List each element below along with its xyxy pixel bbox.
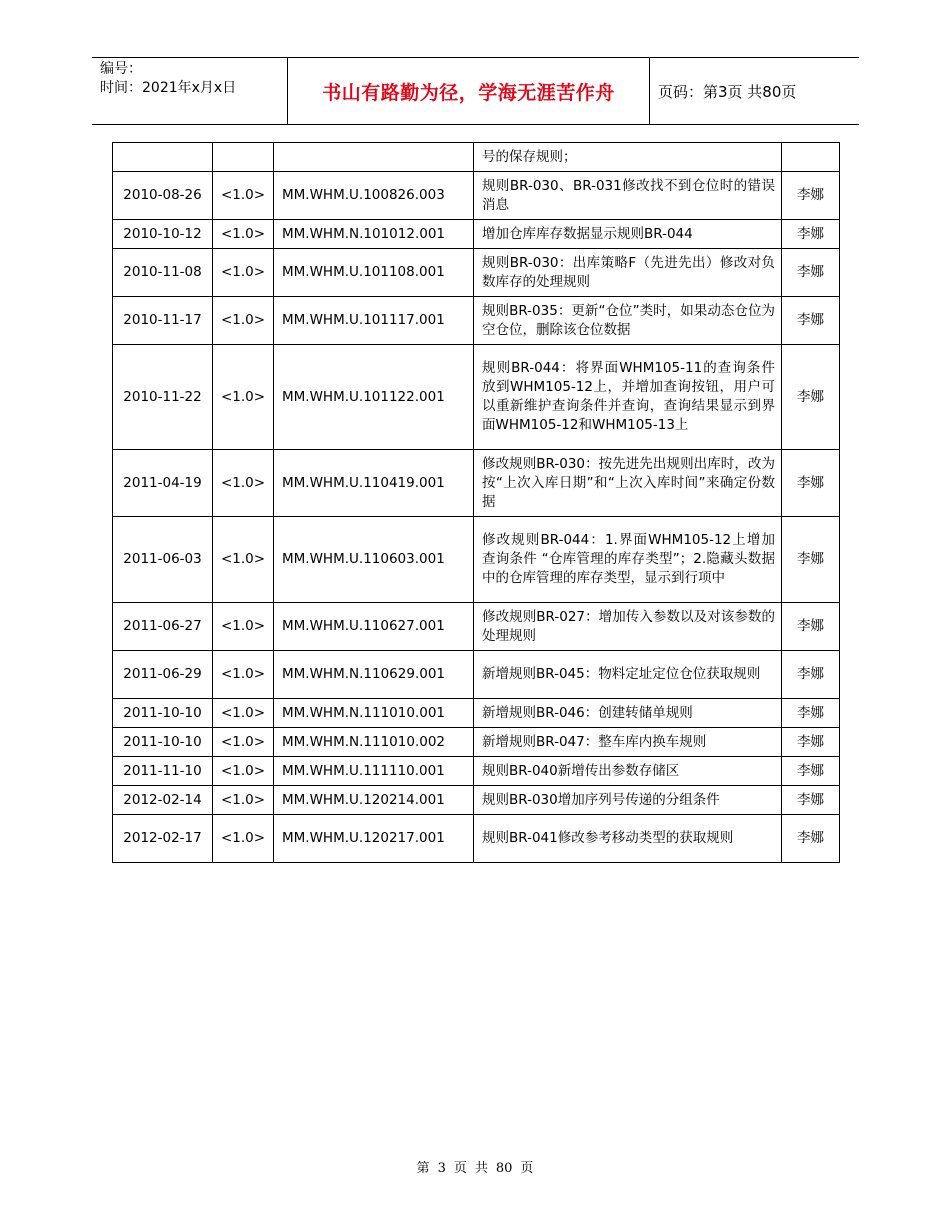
table-row	[113, 450, 840, 517]
footer-page-word: 第	[416, 1161, 430, 1176]
revision-date-cell: 2010-11-17	[113, 297, 213, 345]
revision-description-cell: 号的保存规则；	[474, 143, 782, 172]
revision-description-cell: 规则BR-035：更新“仓位”类时，如果动态仓位为空仓位，删除该仓位数据	[474, 297, 782, 345]
revision-date-cell	[113, 143, 213, 172]
revision-id-cell: MM.WHM.N.111010.001	[274, 699, 474, 728]
table-row	[113, 297, 840, 345]
footer-total-unit: 页	[520, 1161, 534, 1176]
revision-id-cell: MM.WHM.U.101122.001	[274, 345, 474, 450]
revision-version-cell: <1.0>	[213, 651, 274, 699]
revision-id-cell: MM.WHM.N.110629.001	[274, 651, 474, 699]
revision-description-cell: 规则BR-030、BR-031修改找不到仓位时的错误消息	[474, 172, 782, 220]
header-motto: 书山有路勤为径，学海无涯苦作舟	[287, 58, 650, 124]
revision-version-cell: <1.0>	[213, 345, 274, 450]
revision-date-cell: 2011-10-10	[113, 728, 213, 757]
revision-author-cell: 李娜	[782, 699, 840, 728]
revision-date-cell: 2012-02-17	[113, 815, 213, 863]
revision-description-cell: 新增规则BR-045：物料定址定位仓位获取规则	[474, 651, 782, 699]
revision-version-cell: <1.0>	[213, 249, 274, 297]
revision-author-cell: 李娜	[782, 757, 840, 786]
revision-date-cell: 2011-10-10	[113, 699, 213, 728]
table-row	[113, 757, 840, 786]
footer-total-number: 80	[495, 1161, 513, 1176]
revision-id-cell: MM.WHM.U.110627.001	[274, 603, 474, 651]
revision-date-cell: 2010-10-12	[113, 220, 213, 249]
header-page-info: 页码：第3页 共80页	[658, 82, 797, 101]
revision-date-cell: 2010-08-26	[113, 172, 213, 220]
document-time-label: 时间：2021年x月x日	[100, 80, 237, 96]
table-row	[113, 815, 840, 863]
revision-version-cell: <1.0>	[213, 757, 274, 786]
revision-description-cell: 修改规则BR-044：1.界面WHM105-12上增加查询条件 “仓库管理的库存类型”；2.隐藏头数据中的仓库管理的库存类型，显示到行项中	[474, 517, 782, 603]
revision-id-cell: MM.WHM.U.120214.001	[274, 786, 474, 815]
revision-table-body	[113, 143, 840, 863]
revision-id-cell: MM.WHM.U.111110.001	[274, 757, 474, 786]
revision-author-cell: 李娜	[782, 220, 840, 249]
page-footer	[0, 1157, 950, 1176]
revision-version-cell: <1.0>	[213, 517, 274, 603]
revision-version-cell: <1.0>	[213, 815, 274, 863]
revision-date-cell: 2011-04-19	[113, 450, 213, 517]
table-row	[113, 517, 840, 603]
revision-id-cell: MM.WHM.U.101117.001	[274, 297, 474, 345]
revision-date-cell: 2011-06-27	[113, 603, 213, 651]
revision-date-cell: 2011-06-29	[113, 651, 213, 699]
revision-id-cell: MM.WHM.N.101012.001	[274, 220, 474, 249]
revision-id-cell: MM.WHM.N.111010.002	[274, 728, 474, 757]
revision-description-cell: 新增规则BR-047：整车库内换车规则	[474, 728, 782, 757]
revision-description-cell: 规则BR-030增加序列号传递的分组条件	[474, 786, 782, 815]
footer-total-word: 共	[474, 1161, 488, 1176]
revision-description-cell: 新增规则BR-046：创建转储单规则	[474, 699, 782, 728]
revision-author-cell: 李娜	[782, 517, 840, 603]
table-row	[113, 345, 840, 450]
revision-version-cell	[213, 143, 274, 172]
revision-author-cell	[782, 143, 840, 172]
table-row	[113, 603, 840, 651]
revision-id-cell: MM.WHM.U.120217.001	[274, 815, 474, 863]
revision-id-cell: MM.WHM.U.110603.001	[274, 517, 474, 603]
revision-version-cell: <1.0>	[213, 220, 274, 249]
revision-author-cell: 李娜	[782, 297, 840, 345]
revision-id-cell: MM.WHM.U.100826.003	[274, 172, 474, 220]
revision-id-cell: MM.WHM.U.110419.001	[274, 450, 474, 517]
revision-date-cell: 2012-02-14	[113, 786, 213, 815]
revision-version-cell: <1.0>	[213, 603, 274, 651]
footer-page-number: 3	[437, 1161, 446, 1176]
revision-history-table	[112, 142, 840, 863]
table-row	[113, 249, 840, 297]
revision-id-cell	[274, 143, 474, 172]
table-row	[113, 786, 840, 815]
revision-description-cell: 规则BR-041修改参考移动类型的获取规则	[474, 815, 782, 863]
table-row	[113, 143, 840, 172]
revision-author-cell: 李娜	[782, 651, 840, 699]
table-row	[113, 651, 840, 699]
revision-version-cell: <1.0>	[213, 699, 274, 728]
revision-date-cell: 2010-11-22	[113, 345, 213, 450]
table-row	[113, 728, 840, 757]
revision-description-cell: 修改规则BR-027：增加传入参数以及对该参数的处理规则	[474, 603, 782, 651]
header-meta	[92, 58, 287, 124]
page-header	[92, 57, 859, 125]
revision-date-cell: 2011-11-10	[113, 757, 213, 786]
revision-description-cell: 规则BR-044：将界面WHM105-11的查询条件放到WHM105-12上，并增加查询按钮，用户可以重新维护查询条件并查询，查询结果显示到界面WHM105-12和WHM105-13上	[474, 345, 782, 450]
revision-author-cell: 李娜	[782, 450, 840, 517]
revision-version-cell: <1.0>	[213, 172, 274, 220]
revision-author-cell: 李娜	[782, 603, 840, 651]
revision-description-cell: 修改规则BR-030：按先进先出规则出库时，改为按“上次入库日期”和“上次入库时间”来确定份数据	[474, 450, 782, 517]
revision-version-cell: <1.0>	[213, 728, 274, 757]
revision-author-cell: 李娜	[782, 728, 840, 757]
revision-author-cell: 李娜	[782, 786, 840, 815]
revision-author-cell: 李娜	[782, 815, 840, 863]
document-number-label: 编号：	[100, 61, 142, 77]
revision-date-cell: 2010-11-08	[113, 249, 213, 297]
table-row	[113, 699, 840, 728]
revision-description-cell: 规则BR-040新增传出参数存储区	[474, 757, 782, 786]
revision-author-cell: 李娜	[782, 172, 840, 220]
footer-page-unit: 页	[453, 1161, 467, 1176]
table-row	[113, 220, 840, 249]
revision-version-cell: <1.0>	[213, 786, 274, 815]
revision-version-cell: <1.0>	[213, 450, 274, 517]
revision-author-cell: 李娜	[782, 249, 840, 297]
revision-description-cell: 增加仓库库存数据显示规则BR-044	[474, 220, 782, 249]
revision-version-cell: <1.0>	[213, 297, 274, 345]
table-row	[113, 172, 840, 220]
revision-date-cell: 2011-06-03	[113, 517, 213, 603]
revision-id-cell: MM.WHM.U.101108.001	[274, 249, 474, 297]
revision-description-cell: 规则BR-030：出库策略F（先进先出）修改对负数库存的处理规则	[474, 249, 782, 297]
revision-author-cell: 李娜	[782, 345, 840, 450]
